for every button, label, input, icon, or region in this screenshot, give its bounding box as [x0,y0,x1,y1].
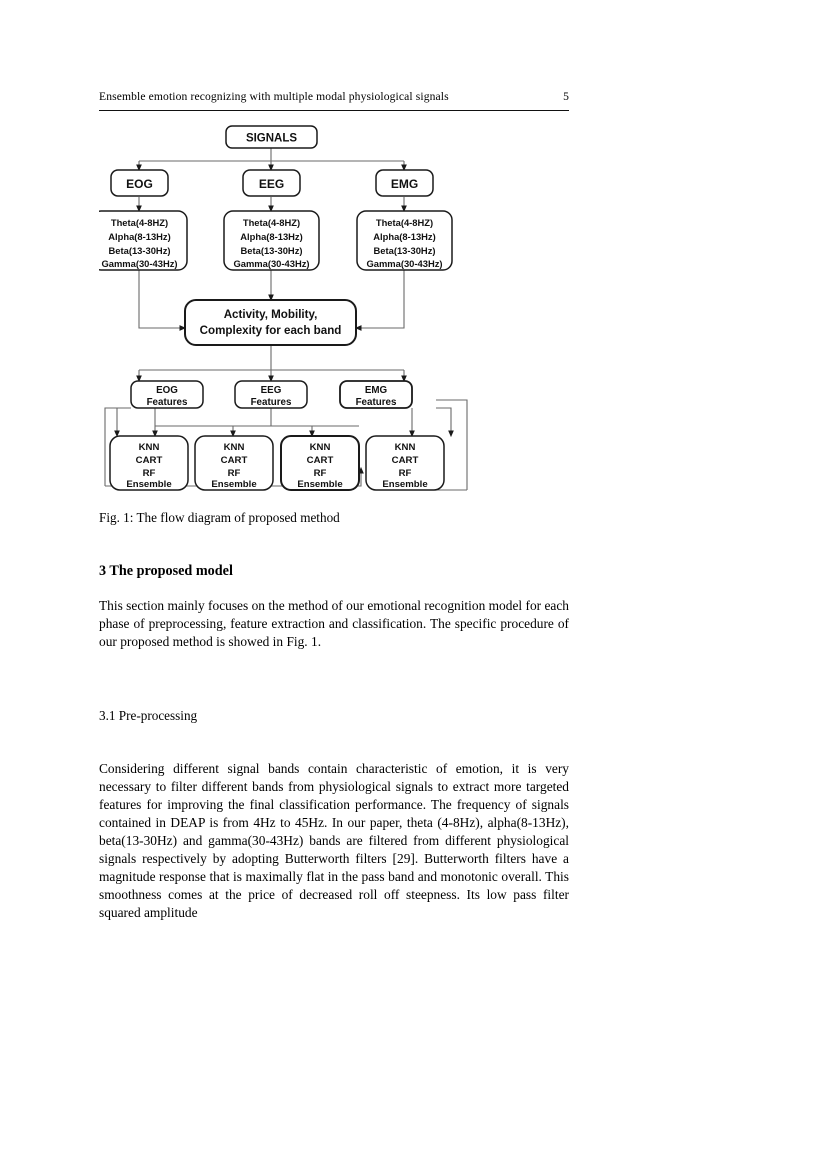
page-number: 5 [563,90,569,103]
band-label: Theta(4-8HZ) [242,217,301,228]
node-bands-emg [357,211,452,270]
node-classifier-2 [195,436,273,490]
classifier-label: Ensemble [382,479,428,490]
band-label: Theta(4-8HZ) [375,217,434,228]
classifier-label: RF [227,468,241,479]
classifier-label: CART [306,455,334,466]
classifier-label: Ensemble [211,479,257,490]
classifier-label: CART [391,455,419,466]
node-modality-eog-label: EOG [126,177,153,191]
paragraph-preprocessing: Considering different signal bands contain characteristic of emotion, it is very necessary to filter different bands from physiological signals to extract more targeted features for improving the final classification performance. The frequency of signals contained in DEAP is from 4Hz to 45Hz. In our paper, theta (4-8Hz), alpha(8-13Hz), beta(13-30Hz) and gamma(30-43Hz) bands are filtered from different physiological signals respectively by adopting Butterworth filters [29]. Butterworth filters have a magnitude response that is maximally flat in the pass band and monotonic overall. This smoothness comes at the price of decreased roll off steepness. Its low pass filter squared amplitude [99,761,569,921]
figure-caption: Fig. 1: The flow diagram of proposed method [99,510,340,525]
band-label: Beta(13-30Hz) [108,245,171,256]
node-signals [226,126,317,148]
node-modality-eog [111,170,168,196]
node-hjorth-line2: Complexity for each band [199,324,342,337]
paragraph-intro: This section mainly focuses on the method of our emotional recognition model for each phase of preprocessing, feature extraction and classification. The specific procedure of our proposed method is showed in Fig. 1. [99,598,569,650]
node-features-emg [340,381,412,408]
figure-flow-diagram [99,118,569,503]
node-modality-emg [376,170,433,196]
features-label: EMG [364,385,388,396]
running-head [99,90,569,103]
classifier-label: RF [313,468,327,479]
node-modality-emg-label: EMG [390,177,419,191]
band-label: Gamma(30-43Hz) [233,258,310,269]
band-label: Alpha(8-13Hz) [373,231,436,242]
classifier-label: KNN [309,442,331,453]
header-rule [99,110,569,111]
features-label: EOG [156,385,178,396]
band-label: Theta(4-8HZ) [110,217,169,228]
features-label: EEG [260,385,282,396]
node-hjorth-parameters [185,300,356,345]
band-label: Gamma(30-43Hz) [366,258,443,269]
node-features-eeg [235,381,307,408]
classifier-label: KNN [223,442,245,453]
classifier-label: RF [142,468,156,479]
node-modality-eeg-label: EEG [258,177,285,191]
node-classifier-3 [281,436,359,490]
node-hjorth-line1: Activity, Mobility, [223,308,318,321]
band-label: Alpha(8-13Hz) [240,231,303,242]
running-head-title: Ensemble emotion recognizing with multiple modal physiological signals [99,90,449,103]
features-label: Features [146,397,188,408]
classifier-label: KNN [394,442,416,453]
classifier-label: Ensemble [297,479,343,490]
classifier-label: CART [220,455,248,466]
classifier-label: KNN [138,442,160,453]
classifier-label: CART [135,455,163,466]
features-label: Features [250,397,292,408]
node-bands-eog [99,211,187,270]
node-modality-eeg [243,170,300,196]
section-heading-3: 3 The proposed model [99,563,233,579]
subsection-heading-3-1: 3.1 Pre-processing [99,708,198,723]
band-label: Gamma(30-43Hz) [101,258,178,269]
node-bands-eeg [224,211,319,270]
node-classifier-1 [110,436,188,490]
node-classifier-4 [366,436,444,490]
node-signals-label: SIGNALS [245,132,298,145]
classifier-label: Ensemble [126,479,172,490]
band-label: Beta(13-30Hz) [240,245,303,256]
node-features-eog [131,381,203,408]
band-label: Alpha(8-13Hz) [108,231,171,242]
features-label: Features [355,397,397,408]
classifier-label: RF [398,468,412,479]
band-label: Beta(13-30Hz) [373,245,436,256]
